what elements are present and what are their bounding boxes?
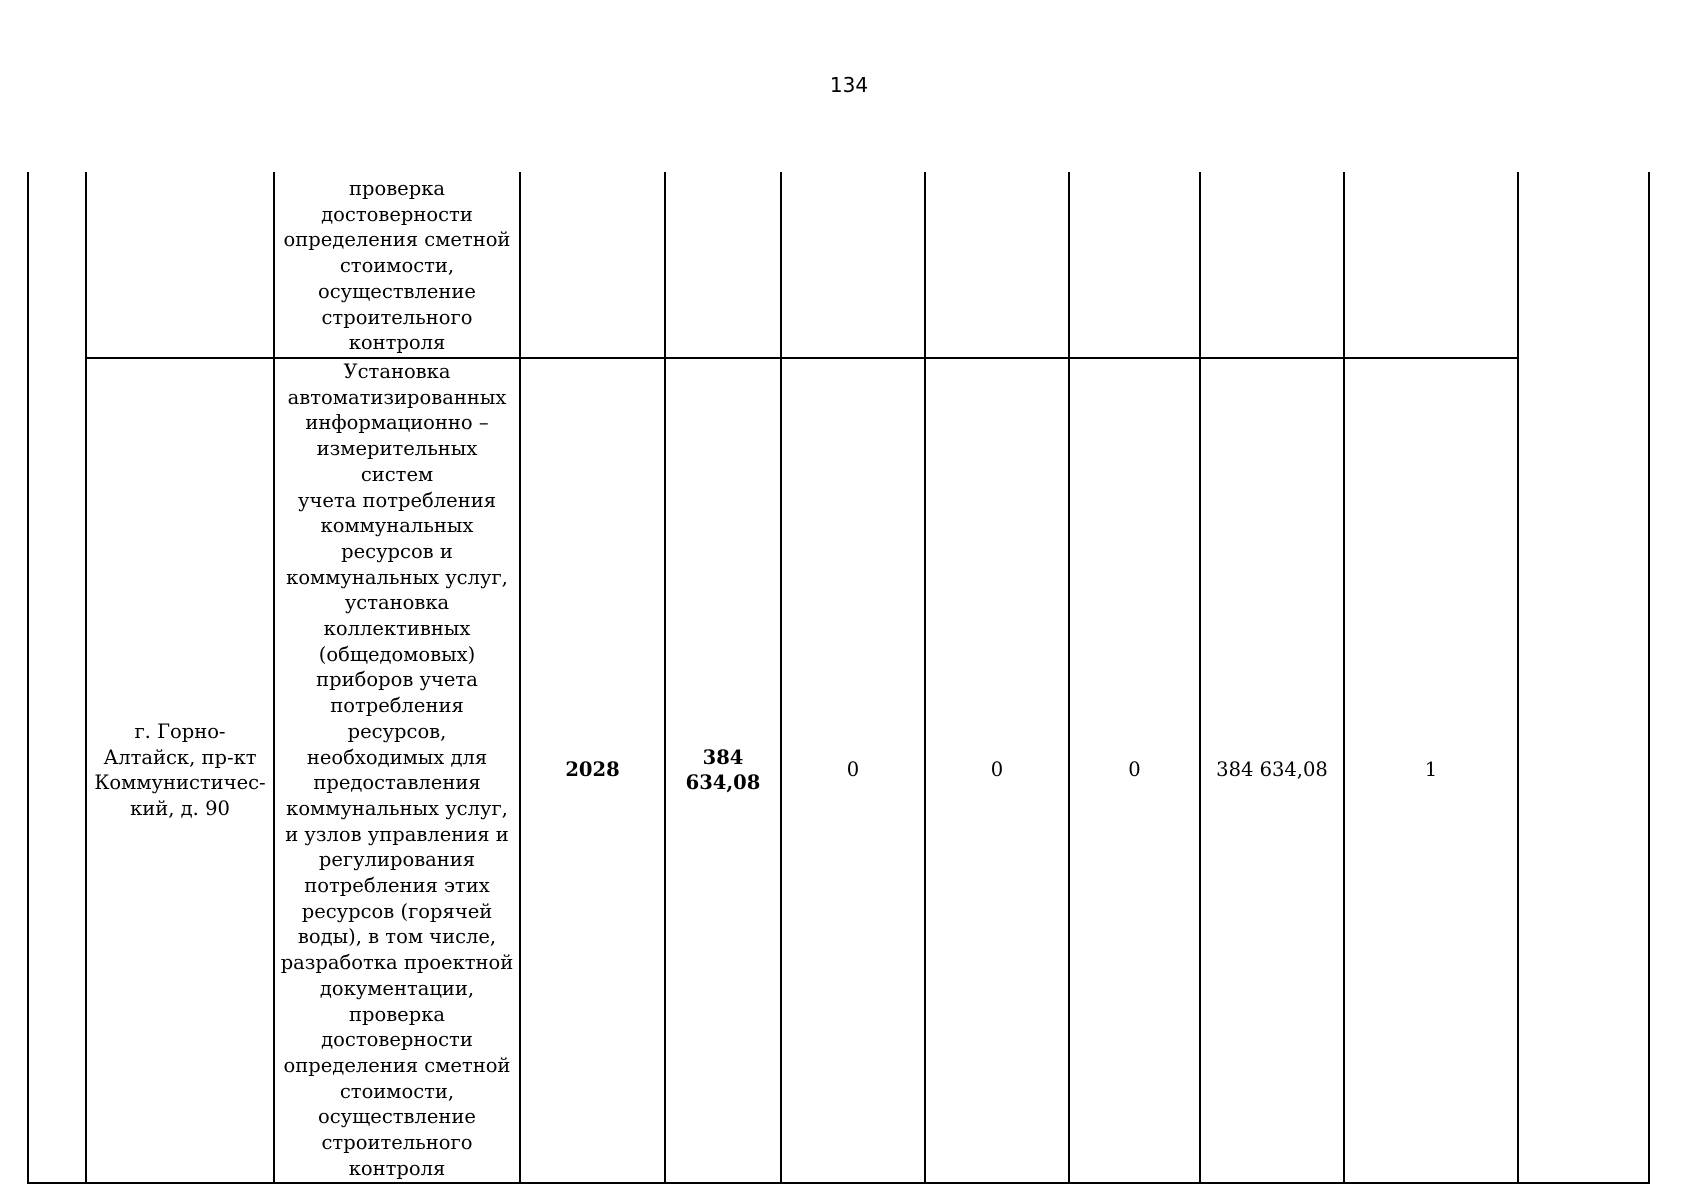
count-cell bbox=[1344, 172, 1518, 358]
value-cell: 0 bbox=[781, 358, 925, 1183]
amount-cell: 384 634,08 bbox=[1200, 358, 1344, 1183]
address-cell: г. Горно- Алтайск, пр-кт Коммунистичес- кий, д. 90 bbox=[86, 358, 274, 1183]
total-cost-cell: 384 634,08 bbox=[665, 358, 781, 1183]
table-row bbox=[28, 358, 1649, 1183]
description-cell: проверка достоверности определения сметной стоимости, осуществление строительного контроля bbox=[274, 172, 520, 358]
count-cell: 1 bbox=[1344, 358, 1518, 1183]
value-cell: 0 bbox=[1069, 358, 1200, 1183]
address-cell bbox=[86, 172, 274, 358]
value-cell: 0 bbox=[925, 358, 1069, 1183]
description-cell: Установка автоматизированных информационно – измерительных систем учета потребления коммунальных ресурсов и коммунальных услуг, установка коллективных (общедомовых) приборов учета потребления ресурсов, необходимых для предоставления коммунальных услуг, и узлов управления и регулирования потребления этих ресурсов (горячей воды), в том числе, разработка проектной документации, проверка достоверности определения сметной стоимости, осуществление строительного контроля bbox=[274, 358, 520, 1183]
works-table bbox=[27, 172, 1650, 1184]
value-cell bbox=[1069, 172, 1200, 358]
page-number: 134 bbox=[829, 73, 869, 97]
total-cost-cell bbox=[665, 172, 781, 358]
value-cell bbox=[781, 172, 925, 358]
index-cell bbox=[28, 172, 86, 1183]
table-row bbox=[28, 172, 1649, 358]
year-cell bbox=[520, 172, 665, 358]
value-cell bbox=[925, 172, 1069, 358]
last-column-cell bbox=[1518, 172, 1649, 1183]
amount-cell bbox=[1200, 172, 1344, 358]
year-cell: 2028 bbox=[520, 358, 665, 1183]
